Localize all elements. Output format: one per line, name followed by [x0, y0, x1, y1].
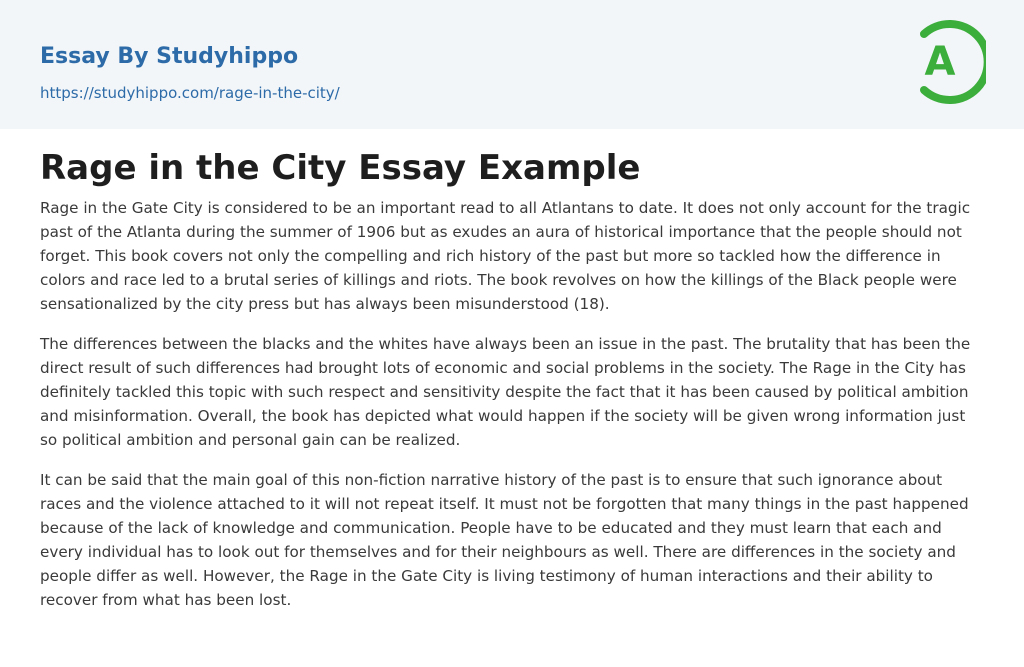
- site-header: [0, 0, 1024, 129]
- article-paragraph-2: The differences between the blacks and the whites have always been an issue in the past. The brutality that has been the direct result of such differences had brought lots of economic and social problems in the society. The Rage in the City has definitely tackled this topic with such respect and sensitivity despite the fact that it has been caused by political ambition and misinformation. Overall, the book has depicted what would happen if the society will be given wrong information just so political ambition and personal gain can be realized.: [40, 335, 971, 449]
- essay-url-link[interactable]: https://studyhippo.com/rage-in-the-city/: [40, 84, 340, 102]
- studyhippo-logo-icon[interactable]: [912, 20, 986, 104]
- article-paragraph-3: It can be said that the main goal of this non-fiction narrative history of the past is to ensure that such ignorance about races and the violence attached to it will not repeat itself. It must not be forgotten that many things in the past happened because of the lack of knowledge and communication. People have to be educated and they must learn that each and every individual has to look out for themselves and for their neighbours as well. There are differences in the society and people differ as well. However, the Rage in the Gate City is living testimony of human interactions and their ability to recover from what has been lost.: [40, 471, 969, 609]
- article-paragraph-1: Rage in the Gate City is considered to be an important read to all Atlantans to date. It does not only account for the tragic past of the Atlanta during the summer of 1906 but as exudes an aura of historical importance that the people should not forget. This book covers not only the compelling and rich history of the past but more so tackled how the difference in colors and race led to a brutal series of killings and riots. The book revolves on how the killings of the Black people were sensationalized by the city press but has always been misunderstood (18).: [40, 199, 971, 313]
- site-brand[interactable]: Essay By Studyhippo: [40, 44, 299, 69]
- logo-letter: A: [924, 39, 956, 85]
- page-title: Rage in the City Essay Example: [40, 148, 641, 188]
- article: [0, 129, 1024, 612]
